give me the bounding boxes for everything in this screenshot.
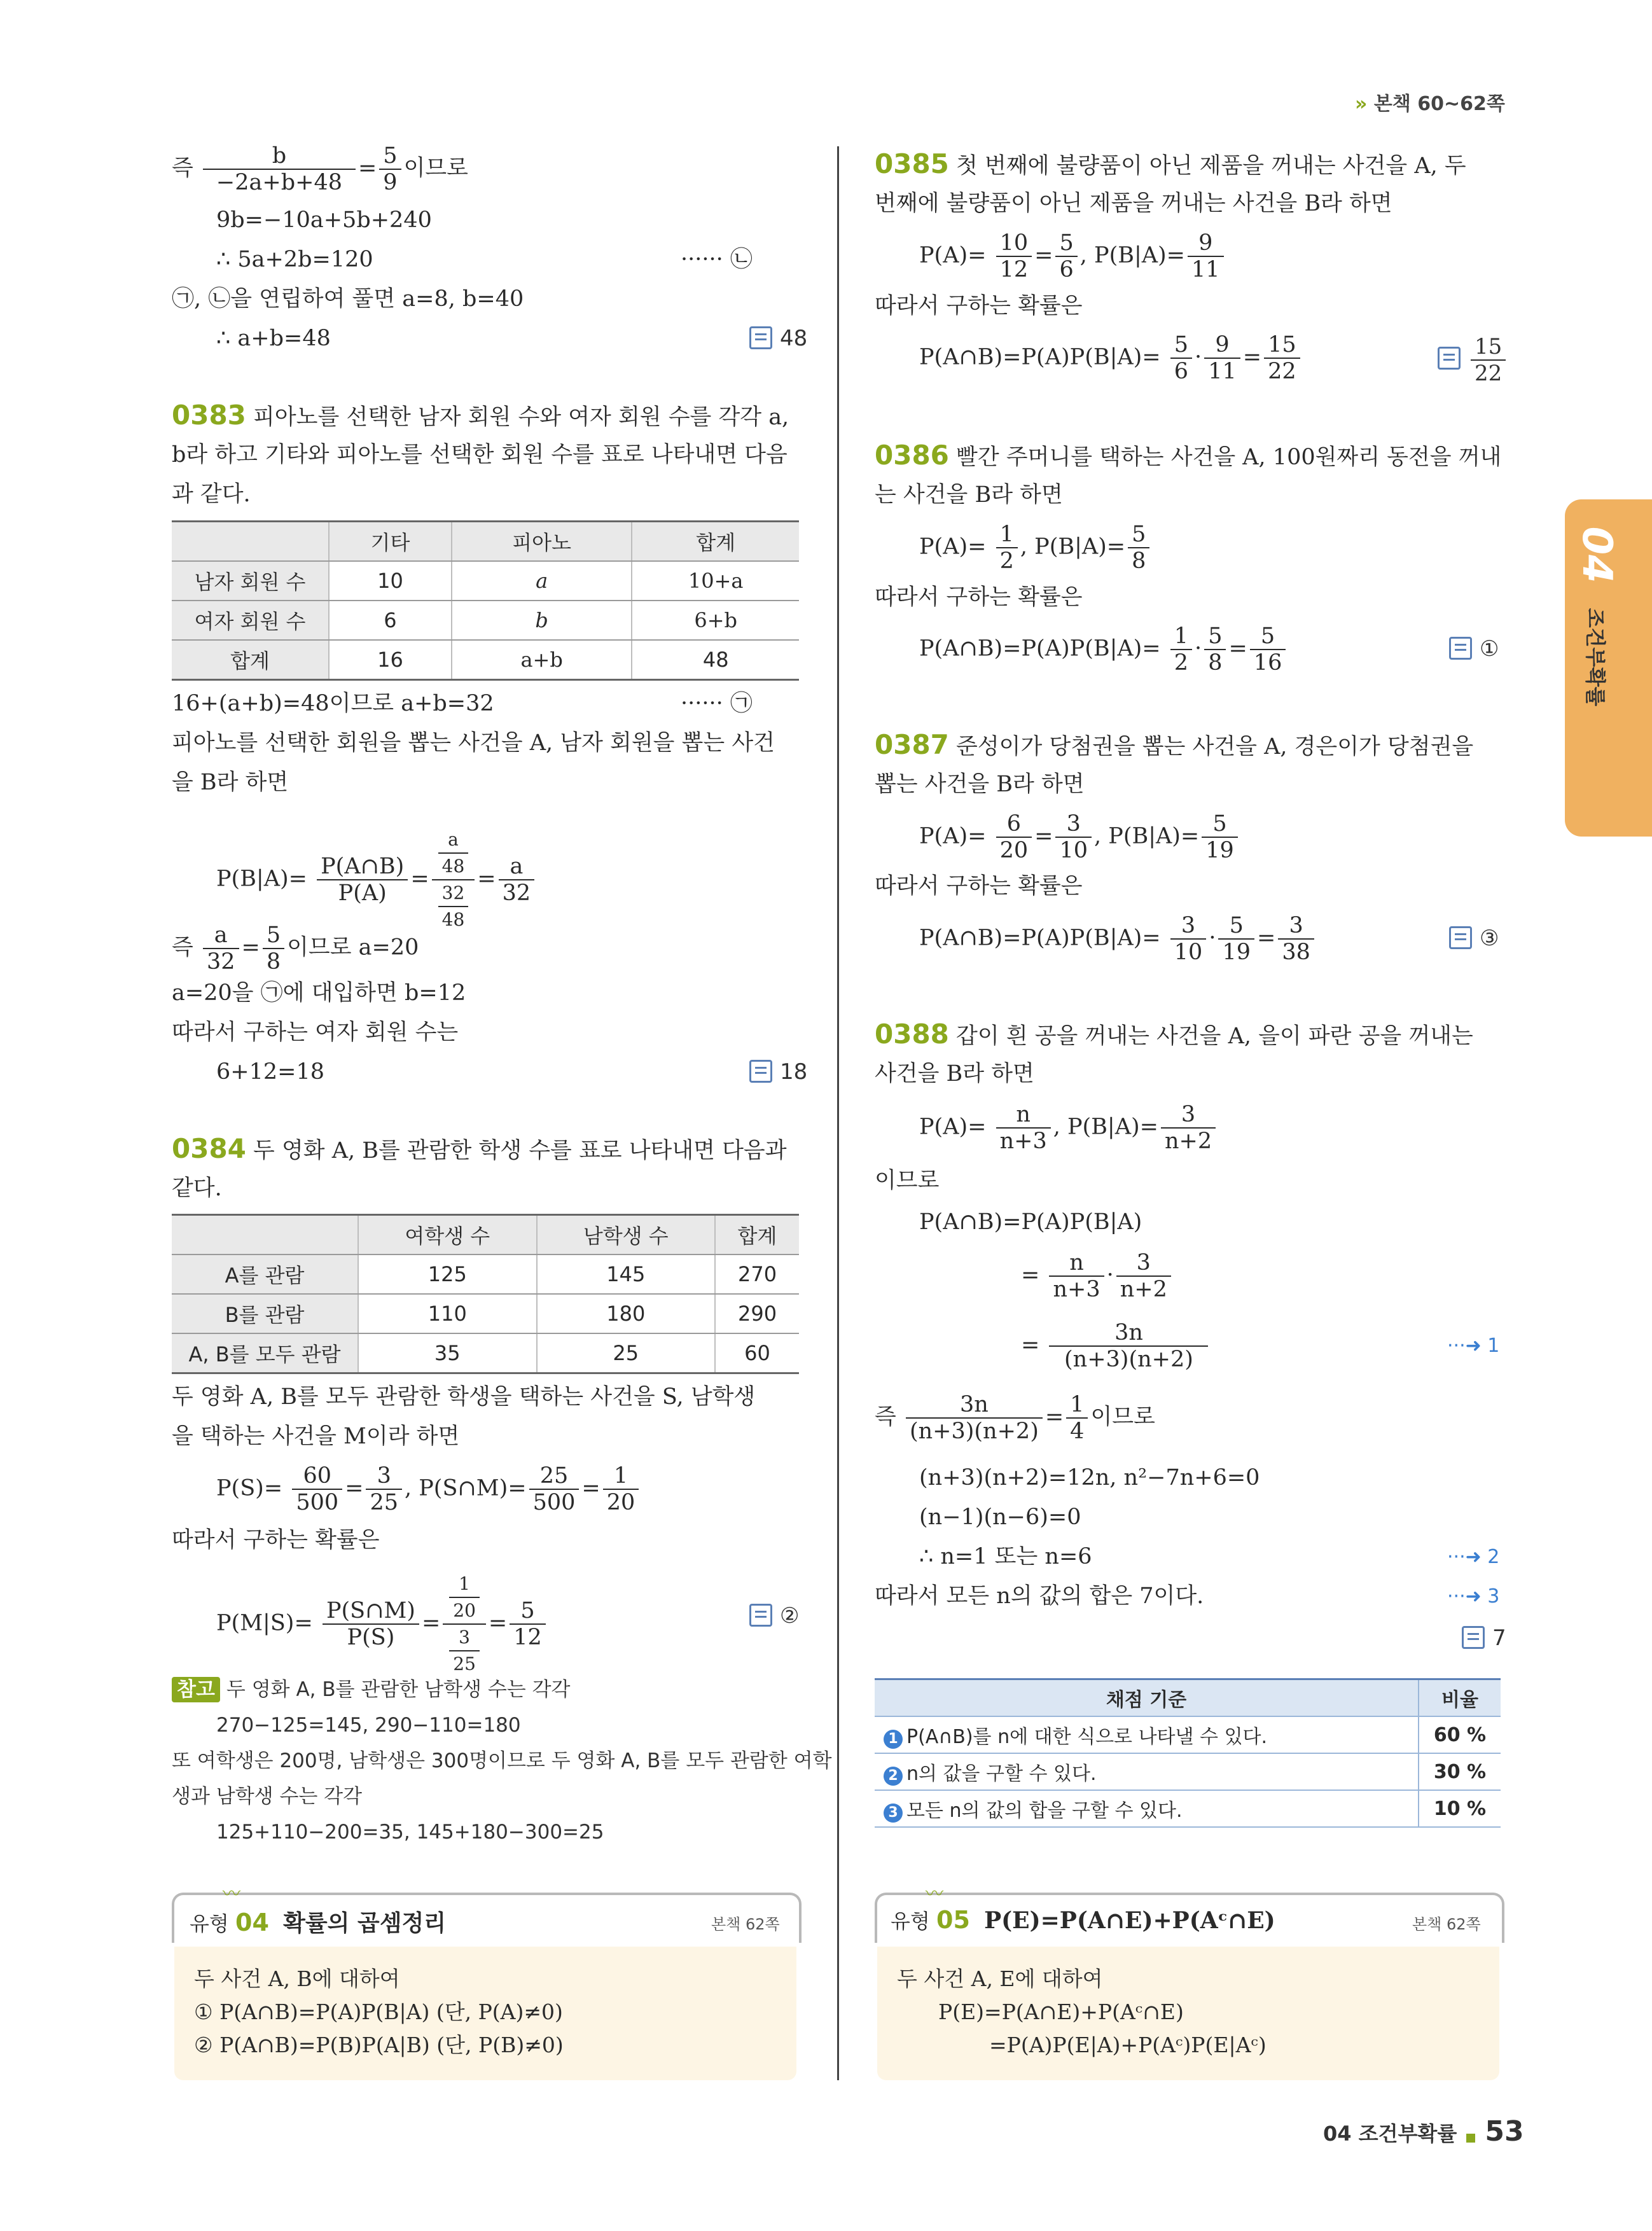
problem-0387-line-1: 0387 준성이가 당첨권을 뽑는 사건을 A, 경은이가 당첨권을 [875, 729, 1474, 760]
answer-icon [1449, 637, 1472, 660]
problem-0384-l3: 따라서 구하는 확률은 [172, 1527, 380, 1553]
fraction: $\frac{5}{19}$ [1218, 913, 1254, 965]
problem-0383-l7: 6+12=18 [216, 1059, 324, 1085]
problem-0383-l3: 을 B라 하면 [172, 770, 289, 795]
fraction: $\frac{9}{11}$ [1204, 332, 1240, 384]
fraction: $\frac{1}{2}$ [996, 522, 1018, 574]
fraction: $\frac{n}{n+3}$ [996, 1102, 1051, 1154]
type-05-ref: 본책 62쪽 [1412, 1915, 1481, 1933]
zigzag-icon: 〰 [223, 1883, 241, 1904]
problem-0387-line-2: 뽑는 사건을 B라 하면 [875, 772, 1085, 797]
problem-0388-l10: 따라서 모든 n의 값의 합은 7이다. [875, 1583, 1204, 1609]
type-04-header: 유형 04 확률의 곱셈정리 [190, 1908, 447, 1936]
top-line-4: ㉠, ㉡을 연립하여 풀면 a=8, b=40 [172, 286, 524, 312]
fraction: $\frac{n}{n+3}$ [1049, 1250, 1104, 1302]
problem-number: 0384 [172, 1133, 246, 1164]
fraction: $\frac{9}{11}$ [1188, 230, 1224, 282]
fraction: $\frac{3}{25}$ [366, 1463, 402, 1515]
fraction: $\frac{5}{8}$ [1204, 623, 1226, 676]
problem-0386-l2: 따라서 구하는 확률은 [875, 585, 1083, 610]
answer-icon [749, 326, 772, 349]
problem-0384-line-2: 같다. [172, 1176, 222, 1201]
fraction: $\frac{b}{-2a+b+48}$ [203, 143, 356, 195]
answer-1: ① [1449, 636, 1499, 662]
problem-0385-line-1: 0385 첫 번째에 불량품이 아닌 제품을 꺼내는 사건을 A, 두 [875, 148, 1466, 179]
fraction: $\frac{5}{8}$ [1128, 522, 1149, 574]
type-05-l1: 두 사건 A, E에 대하여 [897, 1966, 1103, 1991]
page-reference: » 본책 60~62쪽 [1355, 93, 1505, 115]
problem-0384-formula-2: P(M|S)= $\frac{P(S\cap M)}{P(S)}$ = $\frac{\frac{1}{20}}{\frac{3}{25}}$ = $\frac{5}{12}$ [216, 1571, 548, 1677]
step-2-icon: 2 [884, 1767, 903, 1786]
fraction: $\frac{5}{8}$ [263, 922, 284, 975]
step-3-icon: 3 [884, 1804, 903, 1823]
fraction: $\frac{a}{32}$ [499, 854, 535, 906]
top-line-3: ∴ 5a+2b=120 [216, 247, 373, 272]
zigzag-icon: 〰 [926, 1883, 944, 1904]
problem-0388-line-1: 0388 갑이 흰 공을 꺼내는 사건을 A, 을이 파란 공을 꺼내는 [875, 1018, 1473, 1050]
top-line-2: 9b=−10a+5b+240 [216, 207, 432, 233]
problem-0387-l2: 따라서 구하는 확률은 [875, 873, 1083, 899]
type-04-l1: 두 사건 A, B에 대하여 [194, 1966, 400, 1991]
table-row: A, B를 모두 관람 35 25 60 [172, 1333, 799, 1373]
fraction: $\frac{5}{6}$ [1055, 230, 1077, 282]
page-number: 53 [1485, 2115, 1524, 2148]
fraction: $\frac{3}{10}$ [1170, 913, 1207, 965]
column-divider [837, 146, 839, 2080]
table-0384 [172, 1214, 799, 1374]
problem-0384-l2: 을 택하는 사건을 M이라 하면 [172, 1424, 460, 1449]
fraction: $\frac{25}{500}$ [529, 1463, 580, 1515]
table-row: 3 모든 n의 값의 합을 구할 수 있다. 10 % [875, 1790, 1501, 1827]
type-04-l2: ① P(A∩B)=P(A)P(B|A) (단, P(A)≠0) [194, 1999, 563, 2024]
table-row: 여자 회원 수 6 b 6+b [172, 601, 799, 640]
side-tab-number: 04 [1573, 526, 1620, 583]
problem-0383-l2: 피아노를 선택한 회원을 뽑는 사건을 A, 남자 회원을 뽑는 사건 [172, 730, 775, 756]
problem-0388-l6: 즉 $\frac{3n}{(n+3)(n+2)}$ = $\frac{1}{4}$ 이므로 [875, 1392, 1155, 1444]
type-04-l3: ② P(A∩B)=P(B)P(A|B) (단, P(B)≠0) [194, 2033, 564, 2057]
table-row: 합계 16 a+b 48 [172, 640, 799, 680]
fraction: $\frac{3}{38}$ [1278, 913, 1314, 965]
problem-0384-line-1: 0384 두 영화 A, B를 관람한 학생 수를 표로 나타내면 다음과 [172, 1133, 787, 1164]
problem-0383-line-1: 0383 피아노를 선택한 남자 회원 수와 여자 회원 수를 각각 a, [172, 400, 789, 431]
answer-icon [749, 1060, 772, 1083]
problem-0383-l4: 즉 $\frac{a}{32}$ = $\frac{5}{8}$ 이므로 a=20 [172, 922, 419, 975]
table-header-row: 채점 기준 비율 [875, 1679, 1501, 1717]
fraction: $\frac{10}{12}$ [996, 230, 1032, 282]
problem-0388-l9: ∴ n=1 또는 n=6 [919, 1544, 1092, 1569]
side-tab-title: 조건부확률 [1583, 608, 1607, 707]
problem-0388-line-2: 사건을 B라 하면 [875, 1061, 1034, 1087]
compound-fraction: $\frac{\frac{1}{20}}{\frac{3}{25}}$ [443, 1571, 486, 1677]
problem-0388-l5: = $\frac{3n}{(n+3)(n+2)}$ [1021, 1320, 1211, 1372]
problem-0385-line-2: 번째에 불량품이 아닌 제품을 꺼내는 사건을 B라 하면 [875, 191, 1392, 216]
footer-chapter: 04 조건부확률 [1323, 2122, 1457, 2146]
problem-0388-l3: P(A∩B)=P(A)P(B|A) [919, 1209, 1142, 1235]
note-tag: 참고 [172, 1677, 220, 1702]
answer-icon [1449, 926, 1472, 949]
fraction: $\frac{15}{22}$ [1264, 332, 1300, 384]
problem-0387-formula-2: P(A∩B)=P(A)P(B|A)= $\frac{3}{10}$ · $\frac{5}{19}$ = $\frac{3}{38}$ [919, 913, 1317, 965]
problem-0386-formula-2: P(A∩B)=P(A)P(B|A)= $\frac{1}{2}$ · $\frac{5}{8}$ = $\frac{5}{16}$ [919, 623, 1288, 676]
problem-0386-formula-1: P(A)= $\frac{1}{2}$ , P(B|A)= $\frac{5}{8}$ [919, 522, 1152, 574]
fraction: $\frac{5}{16}$ [1250, 623, 1286, 676]
problem-number: 0387 [875, 729, 949, 760]
problem-0383-line-3: 과 같다. [172, 482, 251, 507]
fraction: $\frac{6}{20}$ [996, 811, 1032, 863]
fraction: $\frac{5}{12}$ [510, 1598, 546, 1650]
problem-number: 0386 [875, 440, 949, 471]
fraction: $\frac{a}{32}$ [203, 922, 239, 975]
problem-0386-line-1: 0386 빨간 주머니를 택하는 사건을 A, 100원짜리 동전을 꺼내 [875, 440, 1502, 471]
answer-icon [1462, 1626, 1485, 1649]
problem-0388-formula-1: P(A)= $\frac{n}{n+3}$ , P(B|A)= $\frac{3}{n+2}$ [919, 1102, 1218, 1154]
answer-icon [749, 1604, 772, 1627]
answer-15-22: $\frac{15}{22}$ [1438, 334, 1508, 386]
fraction: $\frac{3}{n+2}$ [1116, 1250, 1171, 1302]
table-row: 1 P(A∩B)를 n에 대한 식으로 나타낼 수 있다. 60 % [875, 1716, 1501, 1753]
type-04-ref: 본책 62쪽 [711, 1915, 780, 1933]
problem-0387-formula-1: P(A)= $\frac{6}{20}$ = $\frac{3}{10}$ , P(B|A)= $\frac{5}{19}$ [919, 811, 1240, 863]
table-0383 [172, 520, 799, 681]
problem-0388-l2: 이므로 [875, 1168, 940, 1193]
problem-0388-l7: (n+3)(n+2)=12n, n²−7n+6=0 [919, 1465, 1260, 1491]
double-chevron-icon: » [1355, 93, 1368, 115]
footer-separator-icon [1466, 2134, 1475, 2143]
fraction: $\frac{1}{4}$ [1066, 1392, 1088, 1444]
fraction: $\frac{60}{500}$ [292, 1463, 342, 1515]
answer-2: ② [749, 1603, 799, 1629]
fraction: $\frac{3n}{(n+3)(n+2)}$ [906, 1392, 1043, 1444]
problem-0384-formula-1: P(S)= $\frac{60}{500}$ = $\frac{3}{25}$ , P(S∩M)= $\frac{25}{500}$ = $\frac{1}{20}$ [216, 1463, 641, 1515]
problem-0383-l5: a=20을 ㉠에 대입하면 b=12 [172, 980, 466, 1006]
problem-0383-formula: P(B|A)= $\frac{P(A\cap B)}{P(A)}$ = $\frac{\frac{a}{48}}{\frac{32}{48}}$ = $\frac{a}{32}$ [216, 827, 537, 933]
problem-0383-l1-mark: ······ ㉠ [681, 691, 753, 716]
problem-0388-l8: (n−1)(n−6)=0 [919, 1505, 1081, 1530]
fraction: $\frac{P(A\cap B)}{P(A)}$ [317, 854, 408, 906]
table-row: B를 관람 110 180 290 [172, 1294, 799, 1333]
problem-number: 0388 [875, 1018, 949, 1050]
top-line-3-mark: ······ ㉡ [681, 247, 753, 272]
problem-0383-line-2: b라 하고 기타와 피아노를 선택한 회원 수를 표로 나타내면 다음 [172, 442, 788, 468]
problem-number: 0383 [172, 400, 246, 431]
answer-18: 18 [749, 1059, 807, 1085]
fraction: $\frac{1}{2}$ [1170, 623, 1192, 676]
top-line-1: 즉 $\frac{b}{-2a+b+48}$ = $\frac{5}{9}$ 이므로 [172, 143, 468, 195]
fraction: $\frac{5}{9}$ [379, 143, 401, 195]
problem-0385-formula-2: P(A∩B)=P(A)P(B|A)= $\frac{5}{6}$ · $\frac{9}{11}$ = $\frac{15}{22}$ [919, 332, 1303, 384]
step-1-mark: ···➜ 1 [1447, 1335, 1500, 1357]
step-1-icon: 1 [884, 1730, 903, 1749]
table-row: A를 관람 125 145 270 [172, 1255, 799, 1294]
fraction: $\frac{P(S\cap M)}{P(S)}$ [323, 1598, 419, 1650]
table-header-row: 여학생 수 남학생 수 합계 [172, 1215, 799, 1255]
problem-0384-l1: 두 영화 A, B를 모두 관람한 학생을 택하는 사건을 S, 남학생 [172, 1384, 756, 1410]
problem-number: 0385 [875, 148, 949, 179]
problem-0388-l4: = $\frac{n}{n+3}$ · $\frac{3}{n+2}$ [1021, 1250, 1174, 1302]
step-3-mark: ···➜ 3 [1447, 1585, 1500, 1608]
problem-0386-line-2: 는 사건을 B라 하면 [875, 482, 1063, 508]
fraction: $\frac{3n}{(n+3)(n+2)}$ [1049, 1320, 1208, 1372]
problem-0383-l1: 16+(a+b)=48이므로 a+b=32 [172, 691, 494, 716]
scoring-table [875, 1678, 1501, 1828]
type-05-l3: =P(A)P(E|A)+P(Aᶜ)P(E|Aᶜ) [989, 2033, 1267, 2057]
answer-3: ③ [1449, 926, 1499, 951]
answer-48: 48 [749, 326, 807, 351]
footer [1323, 2115, 1524, 2148]
fraction: $\frac{1}{20}$ [603, 1463, 639, 1515]
fraction: $\frac{5}{6}$ [1170, 332, 1192, 384]
type-05-header: 유형 05 P(E)=P(A∩E)+P(Aᶜ∩E) [891, 1906, 1275, 1934]
fraction: $\frac{5}{19}$ [1202, 811, 1238, 863]
compound-fraction: $\frac{\frac{a}{48}}{\frac{32}{48}}$ [432, 827, 475, 933]
problem-0385-formula-1: P(A)= $\frac{10}{12}$ = $\frac{5}{6}$ , P(B|A)= $\frac{9}{11}$ [919, 230, 1226, 282]
fraction: $\frac{3}{10}$ [1055, 811, 1092, 863]
note-block: 참고 두 영화 A, B를 관람한 남학생 수는 각각 270−125=145, 290−110=180 또 여학생은 200명, 남학생은 300명이므로 두 영화 A, B를 모두 관람한 여학 생과 남학생 수는 각각 125+110−200=35, 145+180−300=25 [172, 1678, 832, 1844]
answer-7: 7 [1462, 1625, 1506, 1651]
fraction: $\frac{3}{n+2}$ [1161, 1102, 1216, 1154]
type-05-l2: P(E)=P(A∩E)+P(Aᶜ∩E) [938, 1999, 1184, 2024]
top-line-5: ∴ a+b=48 [216, 326, 331, 351]
problem-0385-l2: 따라서 구하는 확률은 [875, 293, 1083, 319]
table-row: 남자 회원 수 10 a 10+a [172, 561, 799, 601]
step-2-mark: ···➜ 2 [1447, 1546, 1500, 1568]
problem-0383-l6: 따라서 구하는 여자 회원 수는 [172, 1020, 459, 1045]
table-row: 2 n의 값을 구할 수 있다. 30 % [875, 1753, 1501, 1790]
answer-icon [1438, 347, 1461, 370]
table-header-row: 기타 피아노 합계 [172, 522, 799, 562]
